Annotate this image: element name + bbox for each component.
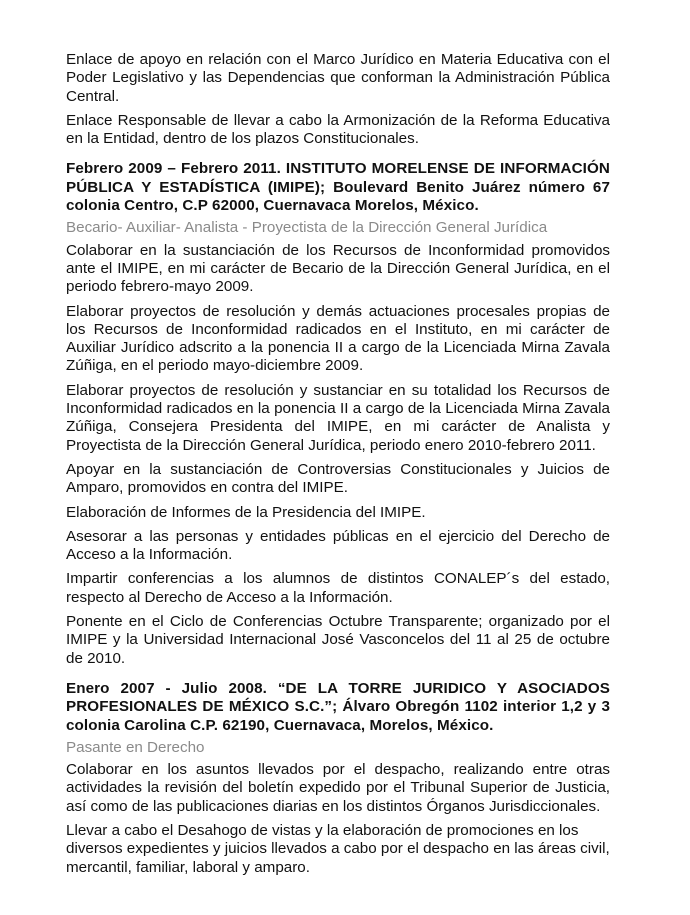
job-role-imipe: Becario- Auxiliar- Analista - Proyectista de la Dirección General Jurídica (66, 219, 548, 237)
duty-item: Llevar a cabo el Desahogo de vistas y la elaboración de promociones en los diversos expedientes y juicios llevados a cabo por el despacho en las áreas civil, mercantil, familiar, laboral y amparo. (66, 821, 610, 876)
paragraph-enlace-apoyo: Enlace de apoyo en relación con el Marco Jurídico en Materia Educativa con el Poder Legislativo y las Dependencias que conforman la Administración Pública Central. (66, 51, 610, 105)
duty-item: Elaborar proyectos de resolución y demás actuaciones procesales propias de los Recursos de Inconformidad radicados en el Instituto, en mi carácter de Auxiliar Jurídico adscrito a la ponencia II a cargo de la Licenciada Mirna Zavala Zúñiga, en el periodo mayo-diciembre 2009. (66, 302, 610, 375)
duty-item: Elaborar proyectos de resolución y sustanciar en su totalidad los Recursos de Inconformidad radicados en la ponencia II a cargo de la Licenciada Mirna Zavala Zúñiga, Consejera Presidenta del IMIPE, en mi carácter de Analista y Proyectista de la Dirección General Jurídica, periodo enero 2010-febrero 2011. (66, 381, 610, 454)
job-role-de-la-torre: Pasante en Derecho (66, 738, 205, 756)
paragraph-enlace-responsable: Enlace Responsable de llevar a cabo la Armonización de la Reforma Educativa en la Entidad, dentro de los plazos Constitucionales. (66, 111, 610, 148)
job-heading-de-la-torre: Enero 2007 - Julio 2008. “DE LA TORRE JURIDICO Y ASOCIADOS PROFESIONALES DE MÉXICO S.C.”; Álvaro Obregón 1102 interior 1,2 y 3 colonia Carolina C.P. 62190, Cuernavaca, Morelos, México. (66, 679, 610, 734)
duty-item: Elaboración de Informes de la Presidencia del IMIPE. (66, 503, 426, 521)
duty-item: Apoyar en la sustanciación de Controversias Constitucionales y Juicios de Amparo, promovidos en contra del IMIPE. (66, 460, 610, 497)
duty-item: Colaborar en la sustanciación de los Recursos de Inconformidad promovidos ante el IMIPE, en mi carácter de Becario de la Dirección General Jurídica, en el periodo febrero-mayo 2009. (66, 241, 610, 296)
duty-item: Ponente en el Ciclo de Conferencias Octubre Transparente; organizado por el IMIPE y la Universidad Internacional José Vasconcelos del 11 al 25 de octubre de 2010. (66, 613, 610, 667)
duty-item: Impartir conferencias a los alumnos de distintos CONALEP´s del estado, respecto al Derecho de Acceso a la Información. (66, 570, 610, 606)
duty-item: Colaborar en los asuntos llevados por el despacho, realizando entre otras actividades la revisión del boletín expedido por el Tribunal Superior de Justicia, así como de las publicaciones diarias en los distintos Órganos Jurisdiccionales. (66, 761, 610, 815)
job-heading-imipe: Febrero 2009 – Febrero 2011. INSTITUTO MORELENSE DE INFORMACIÓN PÚBLICA Y ESTADÍSTICA (IMIPE); Boulevard Benito Juárez número 67 colonia Centro, C.P 62000, Cuernavaca Morelos, México. (66, 160, 610, 215)
duty-item: Asesorar a las personas y entidades públicas en el ejercicio del Derecho de Acceso a la Información. (66, 527, 610, 564)
